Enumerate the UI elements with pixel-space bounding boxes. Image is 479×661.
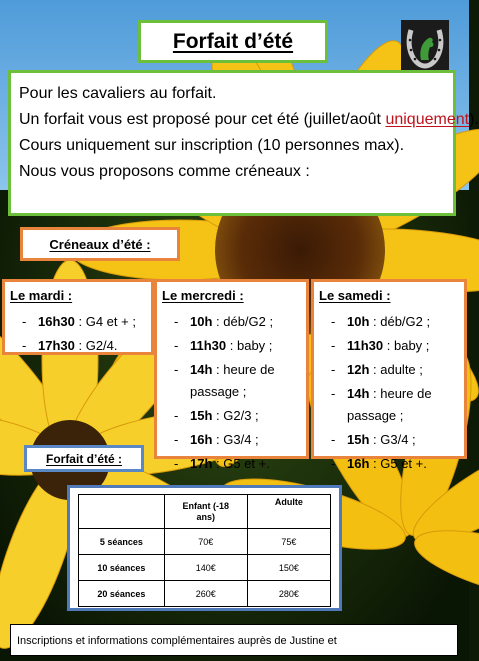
footer-box <box>10 624 458 656</box>
table-row <box>79 529 331 555</box>
list-item: - 11h30 : baby ; <box>319 335 460 357</box>
horseshoe-horse-logo-icon <box>401 20 449 72</box>
table-cell: 10 séances <box>79 555 165 581</box>
title-box <box>138 20 328 63</box>
list-item: - 10h : déb/G2 ; <box>319 311 460 333</box>
list-item: - 15h : G2/3 ; <box>162 405 302 427</box>
forfait-heading: Forfait d’été : <box>45 451 122 466</box>
uniquement-highlight: uniquement <box>385 111 470 128</box>
list-item: - 16h : G3/4 ; <box>162 429 302 451</box>
day-title: Le mardi : <box>10 288 73 303</box>
list-item: - 17h30 : G2/4. <box>10 335 147 357</box>
list-item: - 11h30 : baby ; <box>162 335 302 357</box>
list-item: - 16h : G5 et +. <box>319 453 460 475</box>
table-header-cell: Adulte <box>247 495 330 529</box>
table-cell: 260€ <box>164 581 247 607</box>
table-cell: 280€ <box>247 581 330 607</box>
forfait-heading-box <box>24 445 144 472</box>
table-cell: 5 séances <box>79 529 165 555</box>
table-cell: 75€ <box>247 529 330 555</box>
intro-line-3: Cours uniquement sur inscription (10 personnes max). <box>19 137 405 154</box>
tarifs-table <box>78 494 331 607</box>
intro-line-1: Pour les cavaliers au forfait. <box>19 85 217 102</box>
table-header-cell: Enfant (-18 ans) <box>164 495 247 529</box>
intro-line-4: Nous vous proposons comme créneaux : <box>19 163 310 180</box>
list-item: - 15h : G3/4 ; <box>319 429 460 451</box>
day-box-mardi <box>2 279 154 355</box>
list-item: - 10h : déb/G2 ; <box>162 311 302 333</box>
list-item: - 17h : G5 et +. <box>162 453 302 475</box>
intro-line-2: Un forfait vous est proposé pour cet été (juillet/août uniquement). <box>19 111 479 128</box>
list-item: - 14h : heure de passage ; <box>162 359 302 403</box>
table-cell: 150€ <box>247 555 330 581</box>
day-title: Le mercredi : <box>162 288 244 303</box>
list-item: - 16h30 : G4 et + ; <box>10 311 147 333</box>
list-item: - 14h : heure de passage ; <box>319 383 460 427</box>
table-row <box>79 555 331 581</box>
tarifs-table-box <box>67 485 342 611</box>
footer-text: Inscriptions et informations complémentaires auprès de Justine et <box>17 635 337 647</box>
page-title: Forfait d’été <box>172 29 294 53</box>
table-cell: 70€ <box>164 529 247 555</box>
day-box-mercredi <box>154 279 309 471</box>
table-row <box>79 581 331 607</box>
table-cell: 140€ <box>164 555 247 581</box>
day-title: Le samedi : <box>319 288 391 303</box>
intro-box <box>8 70 479 216</box>
table-header-cell <box>79 495 165 529</box>
list-item: - 12h : adulte ; <box>319 359 460 381</box>
day-box-samedi <box>311 279 467 471</box>
table-cell: 20 séances <box>79 581 165 607</box>
table-header-row <box>79 495 331 529</box>
creneaux-heading: Créneaux d’été : <box>49 236 151 252</box>
creneaux-heading-box <box>20 227 180 261</box>
